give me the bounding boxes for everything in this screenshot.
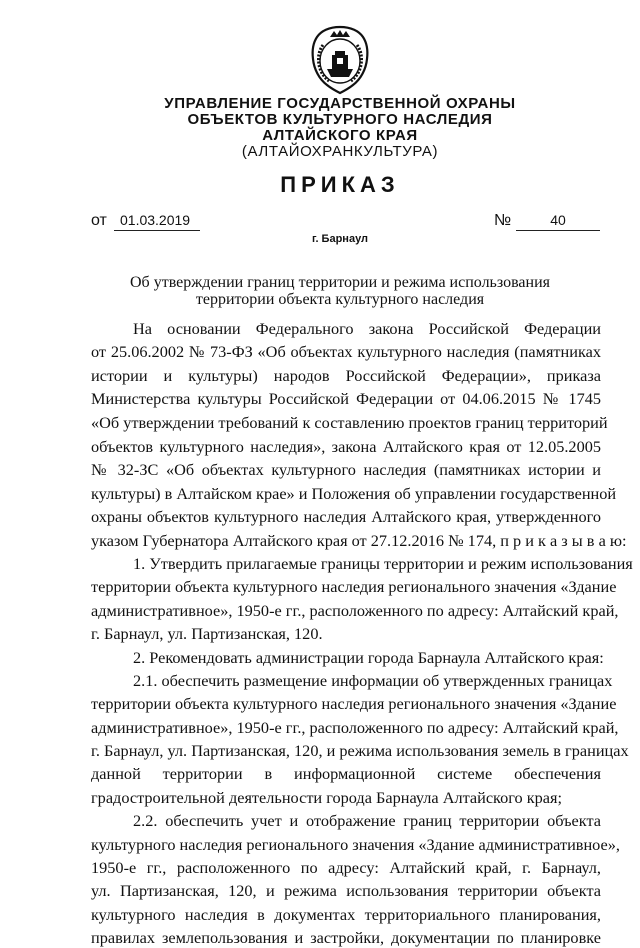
- body-text-line: объектов культурного наследия», закона Алтайского края от 12.05.2005: [91, 437, 601, 456]
- body-text-line: указом Губернатора Алтайского края от 27.12.2016 № 174, п р и к а з ы в а ю:: [91, 531, 627, 550]
- document-title: ПРИКАЗ: [280, 172, 400, 197]
- coat-of-arms-emblem: [307, 25, 373, 95]
- city-label: г. Барнаул: [311, 233, 369, 245]
- org-name-line2: ОБЪЕКТОВ КУЛЬТУРНОГО НАСЛЕДИЯ: [187, 111, 493, 128]
- body-text-line: культурного наследия в документах территориального планирования,: [91, 905, 601, 924]
- date-label: от: [91, 212, 107, 229]
- body-text-line: № 32-ЗС «Об объектах культурного наследия (памятниках истории и: [91, 460, 601, 479]
- body-text-line: административное», 1950-е гг., расположенного по адресу: Алтайский край,: [91, 718, 619, 737]
- body-text-line: На основании Федерального закона Российской Федерации: [133, 319, 601, 338]
- subject-line: Об утверждении границ территории и режима использования: [130, 274, 550, 291]
- body-text-line: г. Барнаул, ул. Партизанская, 120, и режима использования земель в границах: [91, 741, 629, 760]
- body-text-line: ул. Партизанская, 120, и режима использования территории объекта: [91, 881, 601, 900]
- org-name-line3: АЛТАЙСКОГО КРАЯ: [262, 127, 418, 144]
- body-text-line: территории объекта культурного наследия регионального значения «Здание: [91, 577, 617, 596]
- document-subject: [110, 274, 570, 308]
- body-text-line: культурного наследия регионального значения «Здание административное»,: [91, 835, 620, 854]
- document-date: 01.03.2019: [114, 212, 200, 231]
- body-text-line: от 25.06.2002 № 73-ФЗ «Об объектах культурного наследия (памятниках: [91, 342, 601, 361]
- body-text-line: данной территории в информационной системе обеспечения: [91, 764, 601, 783]
- body-text-line: 2. Рекомендовать администрации города Барнаула Алтайского края:: [133, 648, 604, 667]
- document-number: 40: [516, 212, 600, 231]
- number-label: №: [494, 212, 512, 229]
- body-text-line: 1950-е гг., расположенного по адресу: Алтайский край, г. Барнаул,: [91, 858, 601, 877]
- body-text-line: Министерства культуры Российской Федерации от 04.06.2015 № 1745: [91, 389, 601, 408]
- body-text-line: «Об утверждении требований к составлению проектов границ территорий: [91, 413, 608, 432]
- body-text-line: территории объекта культурного наследия регионального значения «Здание: [91, 694, 617, 713]
- body-text-line: культуры) в Алтайском крае» и Положения об управлении государственной: [91, 484, 617, 503]
- body-text-line: 2.1. обеспечить размещение информации об утвержденных границах: [133, 671, 613, 690]
- body-text-line: градостроительной деятельности города Барнаула Алтайского края;: [91, 788, 563, 807]
- body-text-line: правилах землепользования и застройки, документации по планировке: [91, 928, 601, 947]
- body-text-line: 2.2. обеспечить учет и отображение границ территории объекта: [133, 811, 601, 830]
- body-text-line: административное», 1950-е гг., расположенного по адресу: Алтайский край,: [91, 601, 619, 620]
- subject-line: территории объекта культурного наследия: [195, 291, 485, 308]
- body-text-line: охраны объектов культурного наследия Алтайского края, утвержденного: [91, 507, 601, 526]
- body-text-line: истории и культуры) народов Российской Федерации», приказа: [91, 366, 601, 385]
- body-text-line: г. Барнаул, ул. Партизанская, 120.: [91, 624, 323, 643]
- body-text-line: 1. Утвердить прилагаемые границы территории и режим использования: [133, 554, 633, 573]
- org-name-line1: УПРАВЛЕНИЕ ГОСУДАРСТВЕННОЙ ОХРАНЫ: [164, 95, 516, 112]
- org-short-name: (АЛТАЙОХРАНКУЛЬТУРА): [241, 143, 439, 160]
